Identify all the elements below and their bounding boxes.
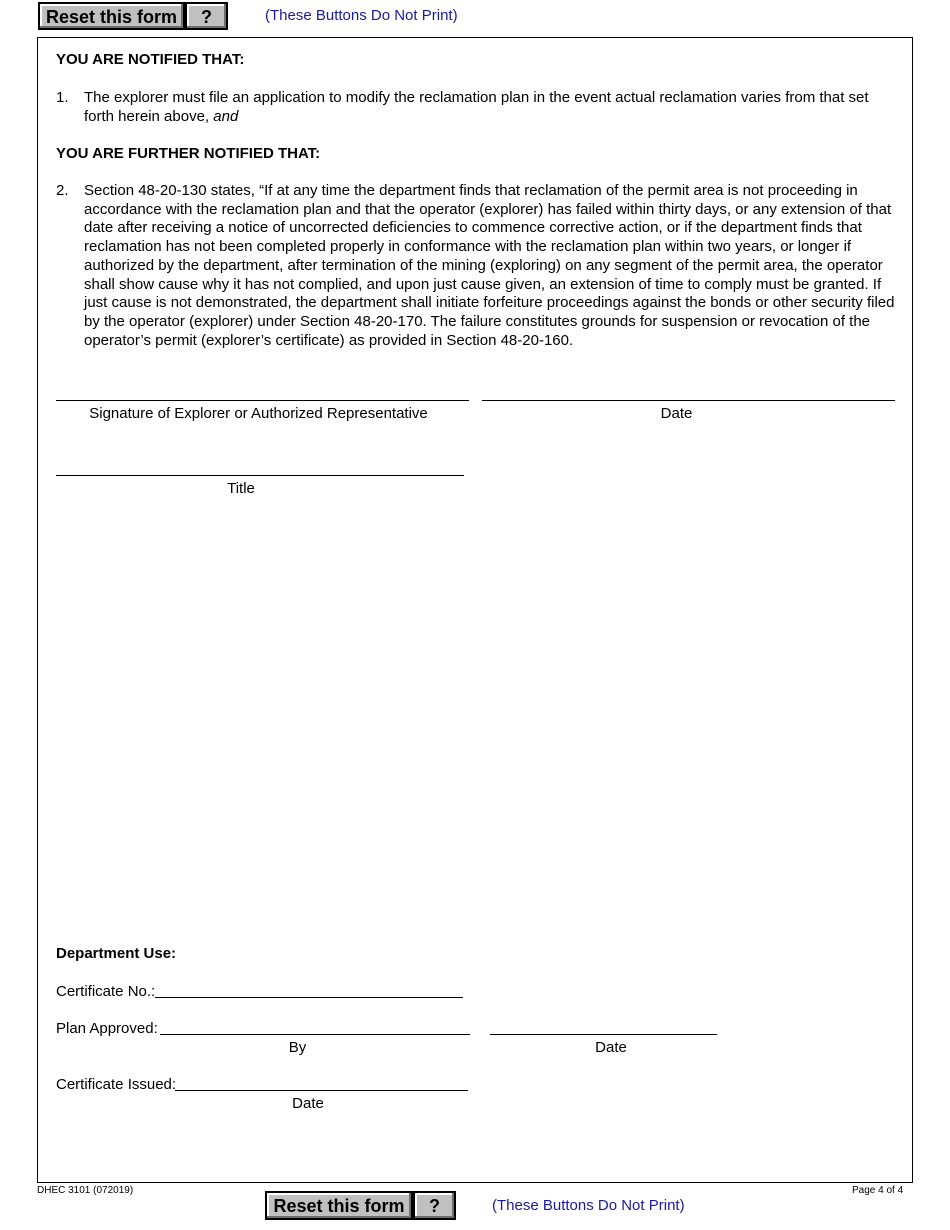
- plan-approved-date-line[interactable]: [490, 1034, 717, 1035]
- reset-form-button[interactable]: Reset this form: [38, 2, 185, 30]
- buttons-do-not-print-note-bottom: (These Buttons Do Not Print): [492, 1197, 685, 1214]
- certificate-issued-line[interactable]: [175, 1090, 468, 1091]
- plan-approved-label: Plan Approved:: [56, 1020, 158, 1037]
- item-2-text: Section 48-20-130 states, “If at any time the department finds that reclamation of the permit area is not proceeding in accordance with the reclamation plan and that the operator (explorer) has failed within thirty days, or any extension of that date after receiving a notice of uncorrected deficiencies to commence corrective action, or if the department finds that reclamation has not been completed properly in conformance with the reclamation plan within two years, or longer if authorized by the department, after termination of the mining (exploring) on any segment of the permit area, the operator shall show cause why it has not complied, and upon just cause given, an extension of time to comply must be granted. If just cause is not demonstrated, the department shall initiate forfeiture proceedings against the bonds or other security filed by the operator (explorer) under Section 48-20-170. The failure constitutes grounds for suspension or revocation of the operator’s permit (explorer’s certificate) as provided in Section 48-20-160.: [84, 182, 895, 349]
- department-use-heading: Department Use:: [56, 945, 177, 962]
- notified-heading: YOU ARE NOTIFIED THAT:: [56, 51, 245, 68]
- item-1-and: and: [213, 107, 239, 125]
- item-2-number: 2.: [56, 182, 69, 199]
- item-1-text: [84, 89, 896, 126]
- plan-approved-by-line[interactable]: [160, 1034, 470, 1035]
- signature-line[interactable]: [56, 400, 469, 401]
- certificate-issued-label: Certificate Issued:: [56, 1076, 177, 1093]
- certificate-no-label: Certificate No.:: [56, 983, 156, 1000]
- help-button[interactable]: ?: [185, 2, 228, 30]
- certificate-issued-date-label: Date: [292, 1095, 324, 1112]
- help-button-bottom[interactable]: ?: [413, 1191, 456, 1220]
- signature-date-line[interactable]: [482, 400, 895, 401]
- buttons-do-not-print-note: (These Buttons Do Not Print): [265, 7, 458, 24]
- certificate-no-line[interactable]: [155, 997, 463, 998]
- title-line[interactable]: [56, 475, 464, 476]
- item-1-number: 1.: [56, 89, 69, 106]
- item-1-body: The explorer must file an application to modify the reclamation plan in the event actual reclamation varies from that set forth herein above,: [84, 89, 869, 125]
- form-id: DHEC 3101 (072019): [37, 1185, 134, 1196]
- page-number: Page 4 of 4: [852, 1185, 904, 1196]
- signature-date-label: Date: [660, 405, 693, 422]
- signature-label: Signature of Explorer or Authorized Representative: [89, 405, 428, 422]
- further-notified-heading: YOU ARE FURTHER NOTIFIED THAT:: [56, 145, 321, 162]
- reset-form-button-bottom[interactable]: Reset this form: [265, 1191, 413, 1220]
- plan-approved-by-label: By: [288, 1039, 307, 1056]
- title-label: Title: [227, 480, 255, 497]
- plan-approved-date-label: Date: [595, 1039, 627, 1056]
